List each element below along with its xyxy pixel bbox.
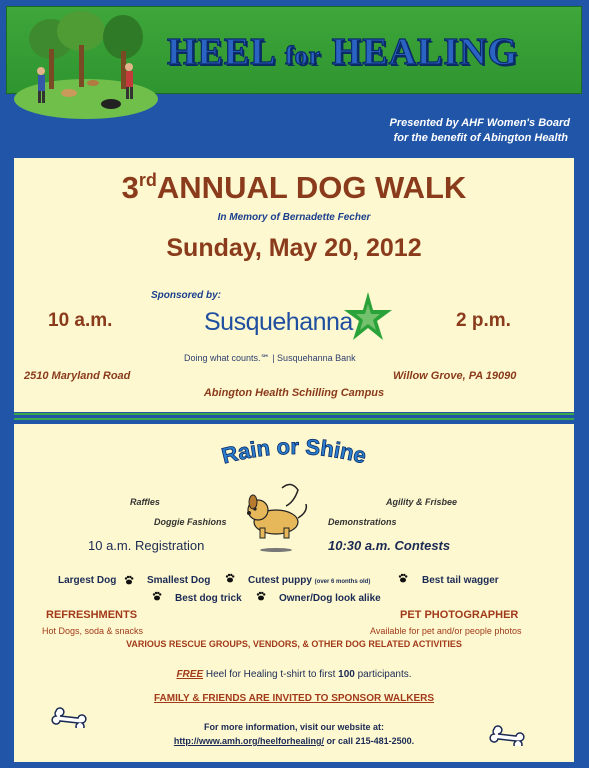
contest-largest-dog: Largest Dog xyxy=(58,575,117,586)
presented-line-1: Presented by AHF Women's Board xyxy=(389,117,570,129)
contests-time: 10:30 a.m. Contests xyxy=(328,538,451,553)
dog-bone-icon xyxy=(48,706,90,728)
activities-panel xyxy=(14,424,574,762)
address-city: Willow Grove, PA 19090 xyxy=(393,370,517,382)
pet-photographer-heading: PET PHOTOGRAPHER xyxy=(400,609,519,621)
tshirt-count: 100 xyxy=(338,669,355,680)
event-brand-title xyxy=(167,29,577,75)
end-time: 2 p.m. xyxy=(456,310,511,331)
contest-cutest-puppy xyxy=(248,575,370,586)
title-healing: HEALING xyxy=(331,31,519,73)
refreshments-details: Hot Dogs, soda & snacks xyxy=(42,626,144,636)
event-title-text: ANNUAL DOG WALK xyxy=(156,170,467,205)
paw-print-icon xyxy=(152,591,162,601)
agility-frisbee-label: Agility & Frisbee xyxy=(386,497,458,507)
in-memory-line: In Memory of Bernadette Fecher xyxy=(217,212,371,223)
presented-line-2: for the benefit of Abington Health xyxy=(393,132,568,144)
presented-by xyxy=(200,116,570,146)
sponsor-tagline: Doing what counts.℠ | Susquehanna Bank xyxy=(184,353,356,363)
pet-photographer-details: Available for pet and/or people photos xyxy=(370,626,522,636)
event-title xyxy=(14,170,574,206)
registration-time: 10 a.m. Registration xyxy=(88,538,205,553)
vendors-line: VARIOUS RESCUE GROUPS, VENDORS, & OTHER DOG RELATED ACTIVITIES xyxy=(126,639,462,649)
tshirt-end: participants. xyxy=(354,669,412,680)
sponsored-by-label: Sponsored by: xyxy=(151,290,222,301)
paw-print-icon xyxy=(124,575,134,585)
contest-smallest-dog: Smallest Dog xyxy=(147,575,211,586)
dog-bone-icon xyxy=(486,724,528,746)
tshirt-text: Heel for Healing t-shirt to first xyxy=(203,669,339,680)
header-banner xyxy=(6,6,582,94)
divider-stripe-2 xyxy=(14,418,574,420)
free-label: FREE xyxy=(176,669,204,680)
website-link[interactable]: http://www.amh.org/heelforhealing/ xyxy=(173,736,325,746)
start-time: 10 a.m. xyxy=(48,310,113,331)
more-info-line: For more information, visit our website at: xyxy=(203,722,385,732)
contest-best-tail-wagger: Best tail wagger xyxy=(422,575,499,586)
demonstrations-label: Demonstrations xyxy=(328,517,397,527)
cutest-note: (over 6 months old) xyxy=(314,579,371,585)
contest-owner-dog-look-alike: Owner/Dog look alike xyxy=(279,593,381,604)
refreshments-heading: REFRESHMENTS xyxy=(46,609,138,621)
paw-print-icon xyxy=(256,591,266,601)
event-ordinal-suffix: rd xyxy=(138,170,157,190)
event-ordinal: 3 xyxy=(121,170,139,205)
cartoon-dog-on-leash xyxy=(236,482,316,554)
park-scene-illustration xyxy=(11,9,161,119)
paw-print-icon xyxy=(398,573,408,583)
svg-text:Rain or Shine xyxy=(219,434,369,469)
cutest-label: Cutest puppy xyxy=(248,575,312,586)
free-tshirt-offer xyxy=(14,669,574,680)
doggie-fashions-label: Doggie Fashions xyxy=(154,517,227,527)
address-street: 2510 Maryland Road xyxy=(24,370,131,382)
sponsor-walkers-line: FAMILY & FRIENDS ARE INVITED TO SPONSOR WALKERS xyxy=(153,693,435,704)
susquehanna-star-logo xyxy=(342,290,394,342)
paw-print-icon xyxy=(225,573,235,583)
rain-or-shine-heading xyxy=(14,434,574,482)
contest-best-dog-trick: Best dog trick xyxy=(175,593,242,604)
sponsor-name: Susquehanna xyxy=(204,308,353,336)
venue-campus: Abington Health Schilling Campus xyxy=(203,387,385,399)
title-heel: HEEL xyxy=(167,31,275,73)
event-date: Sunday, May 20, 2012 xyxy=(166,234,422,262)
raffles-label: Raffles xyxy=(130,497,160,507)
rain-or-shine-text: Rain or Shine xyxy=(219,434,369,469)
event-details-panel xyxy=(14,158,574,412)
title-for: for xyxy=(285,41,322,70)
phone-text: or call 215-481-2500. xyxy=(324,736,415,746)
divider-stripe-1 xyxy=(14,413,574,415)
